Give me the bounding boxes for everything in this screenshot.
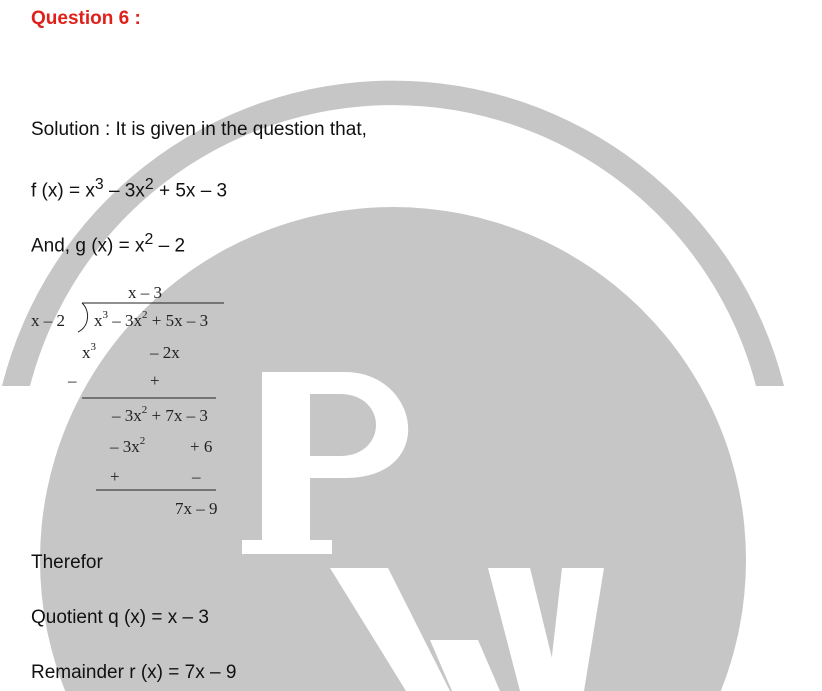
division-divisor: x – 2 — [31, 311, 65, 330]
f-exp1: 3 — [94, 176, 104, 193]
f-prefix: f (x) = x — [31, 180, 95, 202]
f-rest: + 5x – 3 — [153, 180, 228, 202]
f-definition — [31, 173, 227, 203]
sign2-a: + — [110, 467, 120, 486]
f-mid: – 3x — [103, 180, 145, 202]
division-dividend: $x^3 - 3x^2 + 5x - 3$ — [94, 309, 209, 330]
remainder1: – $3x^2 + 7x - 3$ — [112, 404, 208, 425]
long-division — [0, 280, 260, 520]
sign1-b: + — [150, 371, 160, 390]
question-heading: Question 6 : — [31, 8, 141, 29]
quotient-result: Quotient q (x) = x – 3 — [31, 607, 209, 628]
sub1-term-b: – 2x — [150, 343, 180, 362]
sub1-term-a: $x^3$ — [82, 341, 96, 362]
g-exp1: 2 — [144, 231, 154, 248]
division-quotient: x – 3 — [128, 283, 162, 302]
sub2-term-a: – $3x^2$ — [110, 435, 146, 456]
sign2-b: – — [192, 467, 201, 486]
therefore-text: Therefor — [31, 552, 103, 573]
division-bracket — [78, 303, 88, 332]
solution-intro: Solution : It is given in the question that, — [31, 119, 367, 140]
g-definition — [31, 228, 185, 258]
division-final: 7x – 9 — [175, 499, 218, 518]
sign1-a: – — [68, 371, 77, 390]
remainder-result: Remainder r (x) = 7x – 9 — [31, 662, 237, 683]
g-prefix: And, g (x) = x — [31, 235, 145, 257]
g-rest: – 2 — [153, 235, 186, 257]
f-exp2: 2 — [144, 176, 154, 193]
sub2-term-b: + 6 — [190, 437, 213, 456]
